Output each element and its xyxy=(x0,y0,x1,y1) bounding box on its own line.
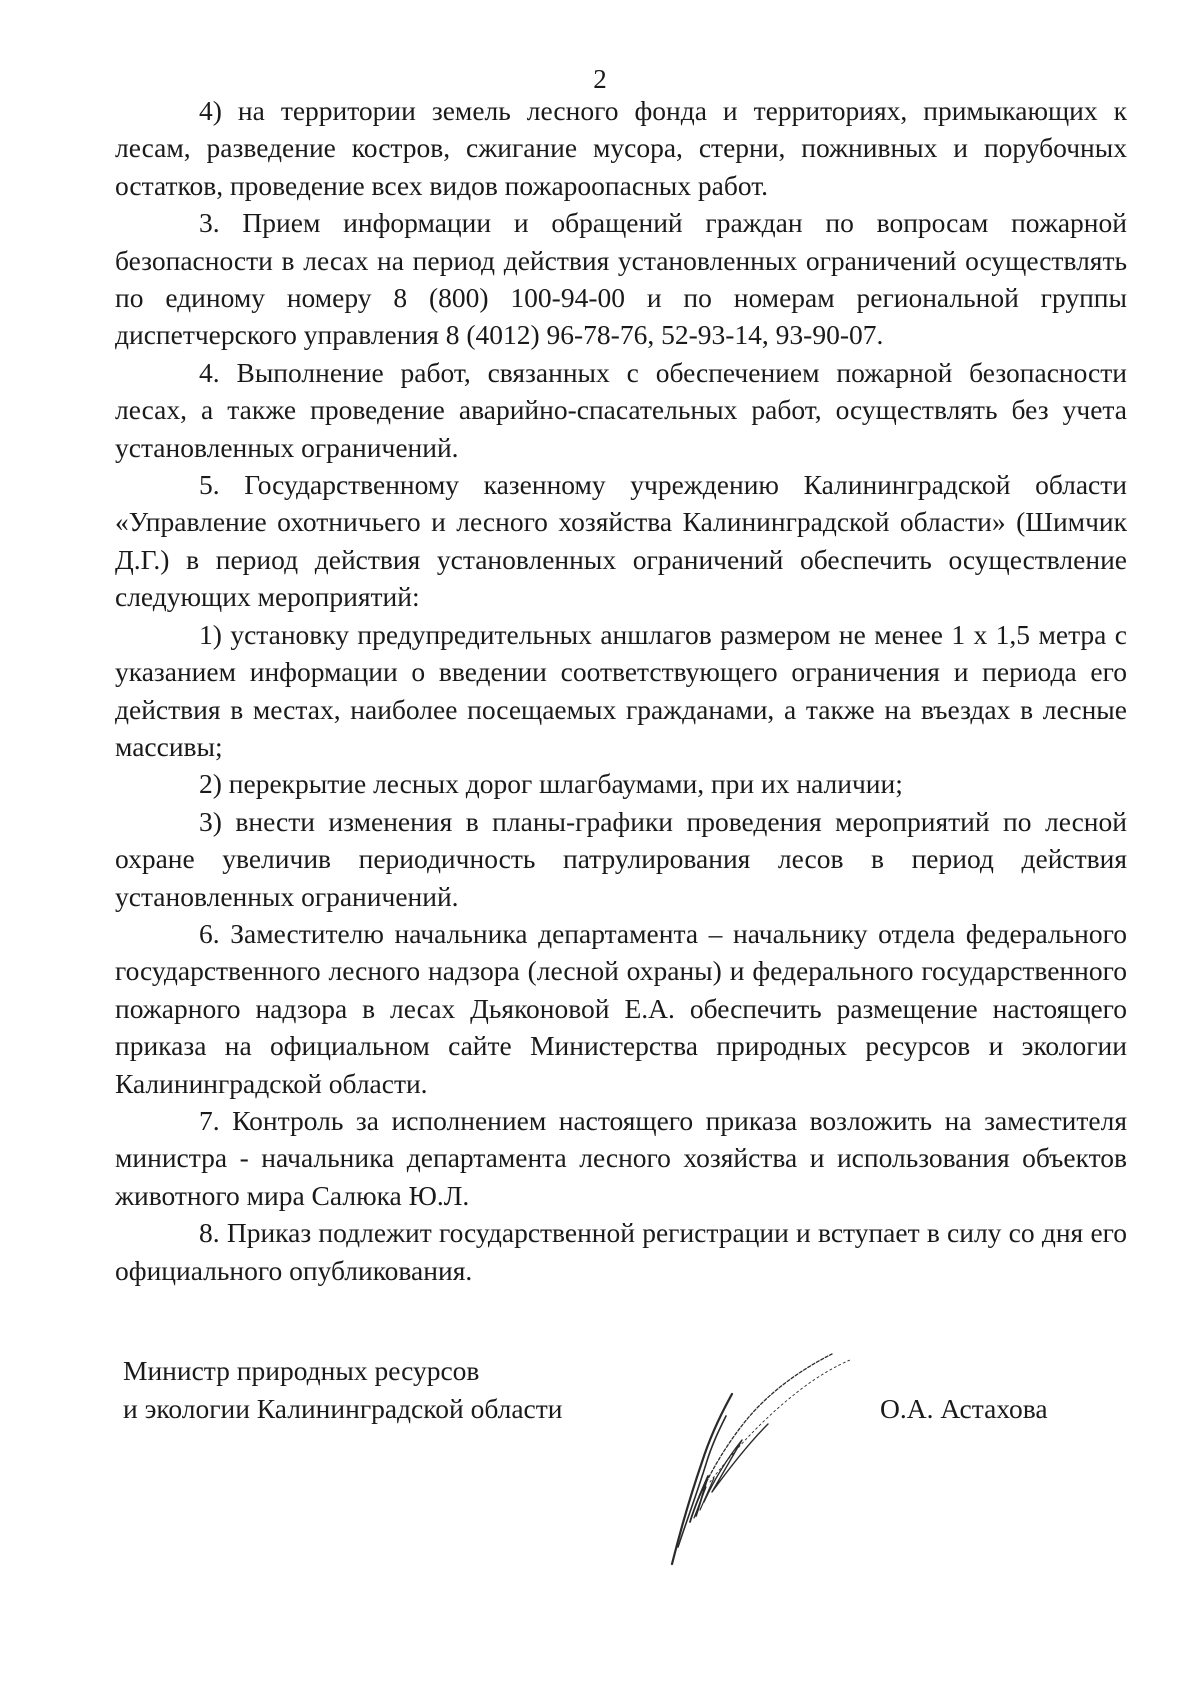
paragraph-7-control: 7. Контроль за исполнением настоящего приказа возложить на заместителя министра - начальника департамента лесного хозяйства и использования объектов животного мира Салюка Ю.Л. xyxy=(115,1104,1127,1211)
paragraph-item-4-restrictions: 4) на территории земель лесного фонда и территориях, примыкающих к лесам, разведение костров, сжигание мусора, стерни, пожнивных и порубочных остатков, проведение всех видов пожароопасных работ. xyxy=(115,95,1127,201)
signer-position xyxy=(123,1352,563,1428)
paragraph-5-item-1: 1) установку предупредительных аншлагов размером не менее 1 х 1,5 метра с указанием информации о введении соответствующего ограничения и периода его действия в местах, наиболее посещаемых гражданами, а также на въездах в лесные массивы; xyxy=(115,618,1127,762)
paragraph-8-effect: 8. Приказ подлежит государственной регистрации и вступает в силу со дня его официального опубликования. xyxy=(115,1217,1127,1286)
signer-position-line-2: и экологии Калининградской области xyxy=(123,1393,563,1424)
signer-position-line-1: Министр природных ресурсов xyxy=(123,1355,480,1386)
page-number: 2 xyxy=(593,64,607,94)
signature-block xyxy=(0,1352,1200,1612)
handwritten-signature-icon xyxy=(650,1332,880,1567)
paragraph-4-works: 4. Выполнение работ, связанных с обеспечением пожарной безопасности лесах, а также проведение аварийно-спасательных работ, осуществлять без учета установленных ограничений. xyxy=(115,356,1127,463)
paragraph-3-hotline: 3. Прием информации и обращений граждан по вопросам пожарной безопасности в лесах на период действия установленных ограничений осуществлять по единому номеру 8 (800) 100-94-00 и по номерам региональной группы диспетчерского управления 8 (4012) 96-78-76, 52-93-14, 93-90-07. xyxy=(115,207,1127,351)
paragraph-5-institution: 5. Государственному казенному учреждению Калининградской области «Управление охотничьего и лесного хозяйства Калининградской области» (Шимчик Д.Г.) в период действия установленных ограничений обеспечить осуществление следующих мероприятий: xyxy=(115,469,1127,613)
signer-name: О.А. Астахова xyxy=(880,1393,1048,1424)
paragraph-5-item-3: 3) внести изменения в планы-графики проведения мероприятий по лесной охране увеличив периодичность патрулирования лесов в период действия установленных ограничений. xyxy=(115,805,1127,912)
paragraph-5-item-2: 2) перекрытие лесных дорог шлагбаумами, при их наличии; xyxy=(199,768,903,800)
paragraph-6-publication: 6. Заместителю начальника департамента – начальнику отдела федерального государственного лесного надзора (лесной охраны) и федерального государственного пожарного надзора в лесах Дьяконовой Е.А. обеспечить размещение настоящего приказа на официальном сайте Министерства природных ресурсов и экологии Калининградской области. xyxy=(115,917,1127,1099)
document-body xyxy=(115,92,1127,1289)
